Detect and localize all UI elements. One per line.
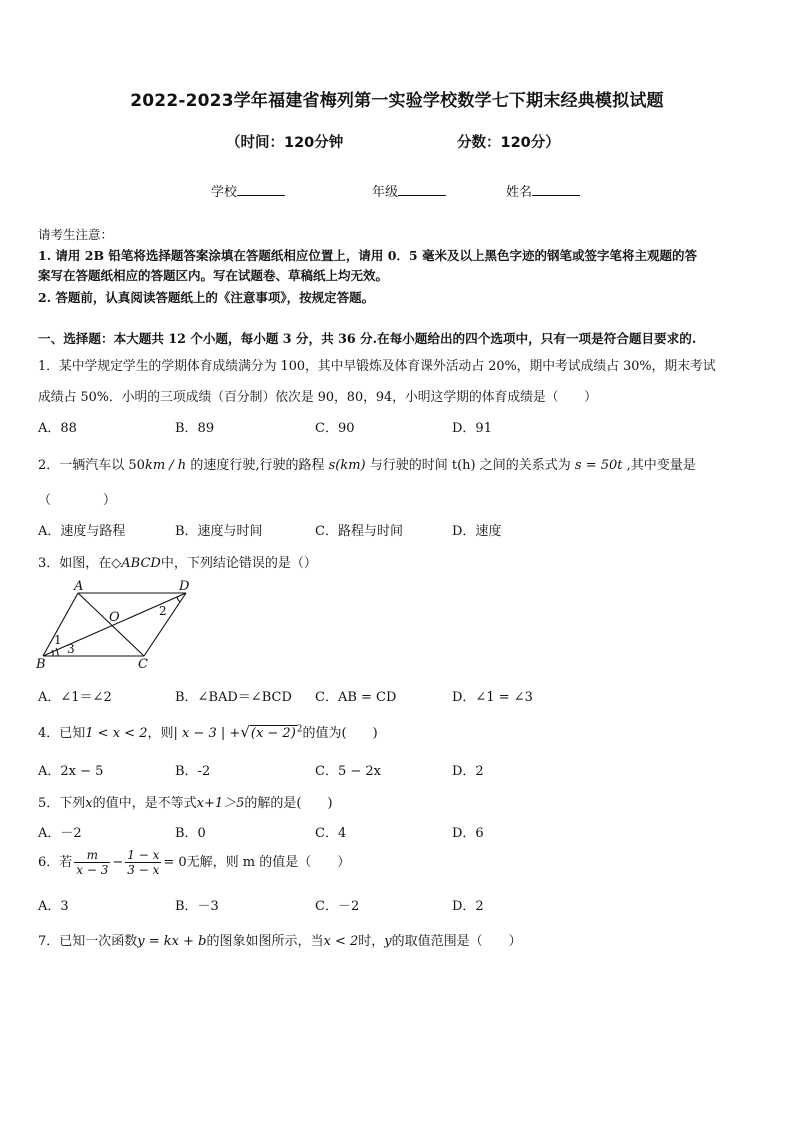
notice-line1b: 案写在答题纸相应的答题区内。写在试题卷、草稿纸上均无效。: [38, 268, 389, 283]
q3-option-d[interactable]: D．∠1 = ∠3: [452, 690, 533, 705]
q3-abcd: ABCD: [121, 556, 161, 571]
school-field[interactable]: [211, 181, 285, 200]
q1-option-d[interactable]: D．91: [452, 421, 492, 436]
notice-heading: 请考生注意：: [38, 227, 114, 242]
q6-f1-denominator: x − 3: [76, 863, 109, 877]
q5-option-b[interactable]: B．0: [175, 826, 206, 841]
q6-fraction-1: [74, 848, 110, 877]
q6-option-b[interactable]: B．－3: [175, 899, 219, 914]
q6-f2-denominator: 3 − x: [127, 863, 160, 877]
q7-function: y = kx + b: [137, 934, 207, 949]
name-blank[interactable]: [532, 183, 580, 196]
q3-stem: [38, 552, 317, 571]
q5-option-d[interactable]: D．6: [452, 826, 484, 841]
q6-f1-numerator: m: [74, 848, 110, 863]
exam-score: 分数：120分）: [457, 135, 560, 151]
q6-stem: [38, 848, 350, 877]
q2-text-2: 的速度行驶,行驶的路程: [186, 458, 329, 473]
name-field[interactable]: [506, 181, 580, 200]
q1-option-c[interactable]: C．90: [315, 421, 355, 436]
angle-arc-2: [177, 597, 180, 602]
q7-text-4: 的取值范围是（ ）: [391, 934, 522, 949]
q4-option-c[interactable]: C．5 − 2x: [315, 764, 381, 779]
sqrt-symbol: √: [240, 723, 250, 741]
section-heading: 一、选择题：本大题共 12 个小题，每小题 3 分，共 36 分.在每小题给出的四个选项中，只有一项是符合题目要求的.: [38, 331, 697, 346]
label-angle-1: 1: [54, 633, 62, 647]
grade-field[interactable]: [372, 181, 446, 200]
q3-text-2: 中，下列结论错误的是（）: [160, 556, 317, 571]
q6-minus: −: [112, 855, 124, 870]
angle-arc-1: [52, 650, 53, 656]
q4-text-3: 的值为( ): [302, 726, 378, 741]
q2-blank: （ ）: [38, 493, 117, 508]
q4-text-1: 4．已知: [38, 726, 86, 741]
q5-text-2: 的值中，是不等式: [92, 796, 197, 811]
q4-abs-expr: | x − 3 | +: [173, 726, 241, 741]
q4-option-d[interactable]: D．2: [452, 764, 484, 779]
q2-stem: [38, 454, 696, 473]
q7-text-2: 的图象如图所示，当: [206, 934, 324, 949]
label-d: D: [179, 579, 190, 594]
q4-condition: 1 < x < 2: [85, 726, 148, 741]
q1-option-a[interactable]: A．88: [38, 421, 77, 436]
q3-text-1: 3．如图，在◇: [38, 556, 122, 571]
notice-line1a: 1. 请用 2B 铅笔将选择题答案涂填在答题纸相应位置上，请用 0．5 毫米及以上黑色字迹的钢笔或签字笔将主观题的答: [38, 248, 697, 263]
q2-option-d[interactable]: D．速度: [452, 524, 502, 539]
school-blank[interactable]: [237, 183, 285, 196]
q5-option-c[interactable]: C．4: [315, 826, 347, 841]
school-label: 学校: [211, 185, 238, 200]
q4-option-b[interactable]: B．-2: [175, 764, 211, 779]
label-o: O: [109, 610, 120, 625]
q4-text-2: ，则: [147, 726, 174, 741]
q2-option-c[interactable]: C．路程与时间: [315, 524, 403, 539]
exam-time: （时间：120分钟: [226, 135, 344, 151]
q7-text-1: 7．已知一次函数: [38, 934, 138, 949]
q2-s: s(km): [328, 458, 366, 473]
q3-option-c[interactable]: C．AB = CD: [315, 690, 397, 705]
q2-equation: s = 50t: [574, 458, 623, 473]
parallelogram-figure: [34, 578, 194, 673]
q4-radicand: (x − 2): [250, 726, 296, 741]
grade-blank[interactable]: [398, 183, 446, 196]
q5-inequality: x+1＞5: [196, 796, 245, 811]
label-angle-2: 2: [159, 604, 167, 618]
q2-unit: km / h: [144, 458, 187, 473]
q7-condition: x < 2: [323, 934, 359, 949]
q6-text-1: 6．若: [38, 855, 73, 870]
q5-text-3: 的解的是( ): [244, 796, 333, 811]
q5-option-a[interactable]: A．－2: [38, 826, 82, 841]
q2-text-3: 与行驶的时间 t(h) 之间的关系式为: [365, 458, 575, 473]
label-b: B: [36, 657, 46, 672]
label-angle-3: 3: [67, 642, 75, 656]
notice-line2: 2. 答题前，认真阅读答题纸上的《注意事项》，按规定答题。: [38, 290, 375, 305]
name-label: 姓名: [506, 185, 533, 200]
q6-text-2: 无解，则 m 的值是（ ）: [186, 855, 351, 870]
q6-equals-zero: = 0: [163, 855, 187, 870]
q1-line2: 成绩占 50%．小明的三项成绩（百分制）依次是 90，80，94，小明这学期的体育成绩是（ ）: [38, 390, 597, 405]
grade-label: 年级: [372, 185, 399, 200]
q6-option-d[interactable]: D．2: [452, 899, 484, 914]
q6-fraction-2: [125, 848, 161, 877]
label-a: A: [74, 579, 84, 594]
q6-option-c[interactable]: C．－2: [315, 899, 360, 914]
q4-stem: [38, 722, 378, 741]
q3-option-b[interactable]: B．∠BAD＝∠BCD: [175, 690, 292, 705]
q4-option-a[interactable]: A．2x − 5: [38, 764, 104, 779]
label-c: C: [138, 657, 148, 672]
q7-y: y: [384, 934, 392, 949]
q5-stem: [38, 792, 333, 811]
q7-stem: [38, 930, 522, 949]
q5-text-1: 5．下列: [38, 796, 86, 811]
q6-option-a[interactable]: A．3: [38, 899, 69, 914]
q1-option-b[interactable]: B．89: [175, 421, 215, 436]
q2-option-a[interactable]: A．速度与路程: [38, 524, 126, 539]
q3-option-a[interactable]: A．∠1＝∠2: [38, 690, 112, 705]
page-title: 2022-2023学年福建省梅列第一实验学校数学七下期末经典模拟试题: [130, 91, 664, 111]
q6-f2-numerator: 1 − x: [127, 848, 160, 862]
q2-text-1: 2．一辆汽车以 50: [38, 458, 145, 473]
q2-option-b[interactable]: B．速度与时间: [175, 524, 263, 539]
q2-text-4: ,其中变量是: [622, 458, 696, 473]
q5-x: x: [85, 796, 93, 811]
q1-line1: 1．某中学规定学生的学期体育成绩满分为 100，其中早锻炼及体育课外活动占 20%，期中考试成绩占 30%，期末考试: [38, 359, 716, 374]
q7-text-3: 时，: [358, 934, 385, 949]
q4-exponent: 2: [296, 724, 303, 735]
